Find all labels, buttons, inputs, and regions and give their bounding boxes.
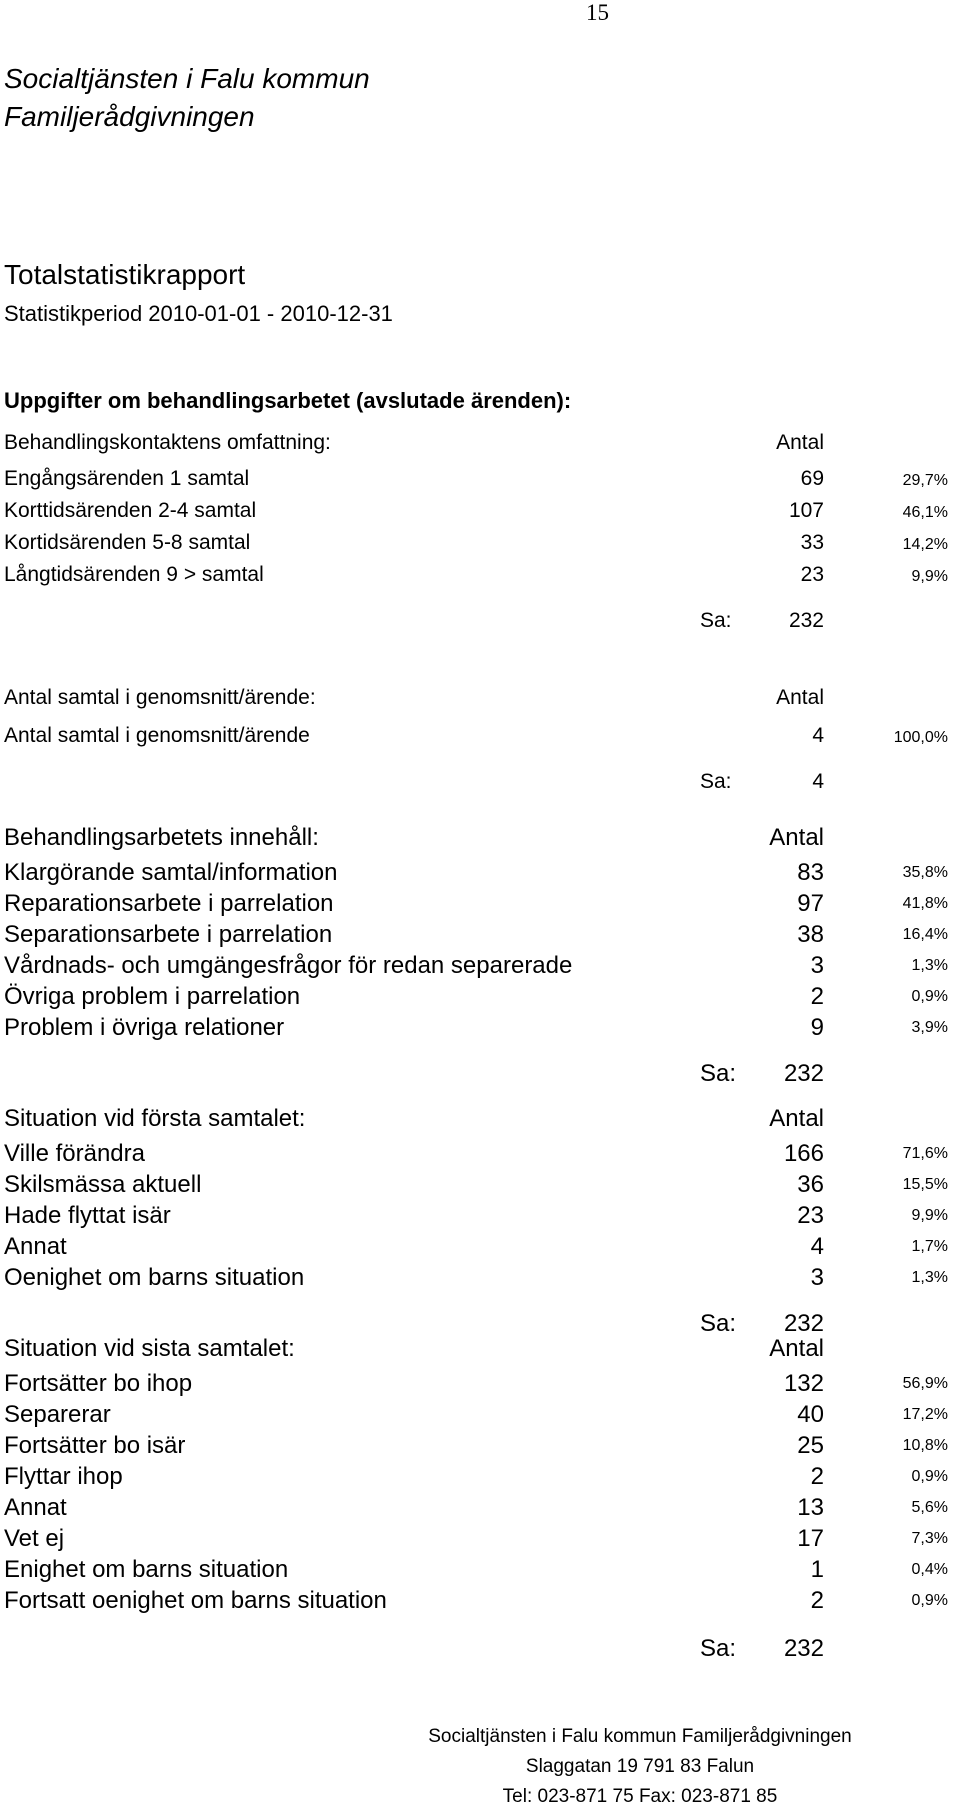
- row-percent: 9,9%: [911, 568, 948, 585]
- row-percent: 9,9%: [911, 1207, 948, 1224]
- table-row: [0, 952, 960, 984]
- sum-label: Sa:: [700, 1060, 737, 1087]
- row-label: Skilsmässa aktuell: [4, 1171, 202, 1198]
- row-count: 2: [810, 1463, 824, 1490]
- row-label: Övriga problem i parrelation: [4, 983, 301, 1010]
- row-count: 33: [800, 531, 824, 554]
- row-label: Annat: [4, 1494, 67, 1521]
- section-heading: Uppgifter om behandlingsarbetet (avslutade ärenden):: [4, 388, 572, 413]
- row-percent: 0,4%: [911, 1561, 948, 1578]
- row-label: Separerar: [4, 1401, 111, 1428]
- row-label: Reparationsarbete i parrelation: [4, 890, 334, 917]
- sum-label: Sa:: [700, 1310, 737, 1337]
- table-row: [0, 499, 960, 531]
- row-count: 13: [797, 1494, 824, 1521]
- section-title: Situation vid första samtalet:: [4, 1105, 306, 1132]
- row-percent: 15,5%: [902, 1176, 948, 1193]
- row-count: 107: [788, 499, 824, 522]
- section-header: [0, 824, 960, 856]
- row-percent: 10,8%: [902, 1437, 948, 1454]
- table-row: [0, 1556, 960, 1588]
- row-percent: 0,9%: [911, 1592, 948, 1609]
- statistics-period: Statistikperiod 2010-01-01 - 2010-12-31: [4, 301, 393, 326]
- row-percent: 41,8%: [902, 895, 948, 912]
- row-count: 166: [783, 1140, 824, 1167]
- table-row: [0, 1014, 960, 1046]
- row-percent: 46,1%: [902, 504, 948, 521]
- row-label: Ville förändra: [4, 1140, 145, 1167]
- sum-row: [0, 1060, 960, 1092]
- sum-value: 4: [812, 770, 824, 793]
- row-label: Vårdnads- och umgängesfrågor för redan separerade: [4, 952, 573, 979]
- row-count: 25: [797, 1432, 824, 1459]
- sum-value: 232: [788, 609, 824, 632]
- row-count: 2: [810, 983, 824, 1010]
- row-count: 4: [812, 724, 824, 747]
- section-header: [0, 1335, 960, 1367]
- row-count: 97: [797, 890, 824, 917]
- table-row: [0, 1140, 960, 1172]
- table-row: [0, 1525, 960, 1557]
- table-row: [0, 1494, 960, 1526]
- row-count: 38: [797, 921, 824, 948]
- table-row: [0, 1171, 960, 1203]
- table-row: [0, 563, 960, 595]
- row-count: 69: [800, 467, 824, 490]
- row-percent: 5,6%: [911, 1499, 948, 1516]
- table-row: [0, 1233, 960, 1265]
- row-label: Vet ej: [4, 1525, 65, 1552]
- sum-label: Sa:: [700, 609, 732, 632]
- row-label: Fortsätter bo isär: [4, 1432, 186, 1459]
- table-row: [0, 1432, 960, 1464]
- table-row: [0, 983, 960, 1015]
- row-label: Engångsärenden 1 samtal: [4, 467, 250, 490]
- row-label: Fortsatt oenighet om barns situation: [4, 1587, 387, 1614]
- row-label: Fortsätter bo ihop: [4, 1370, 193, 1397]
- row-percent: 1,7%: [911, 1238, 948, 1255]
- row-percent: 29,7%: [902, 472, 948, 489]
- row-label: Problem i övriga relationer: [4, 1014, 285, 1041]
- table-row: [0, 1401, 960, 1433]
- footer-phone-fax: Tel: 023-871 75 Fax: 023-871 85: [502, 1786, 778, 1807]
- row-percent: 1,3%: [911, 957, 948, 974]
- row-percent: 0,9%: [911, 988, 948, 1005]
- row-count: 40: [797, 1401, 824, 1428]
- row-count: 17: [797, 1525, 824, 1552]
- table-row: [0, 531, 960, 563]
- row-count: 4: [810, 1233, 824, 1260]
- table-row: [0, 1264, 960, 1296]
- row-count: 3: [810, 952, 824, 979]
- row-percent: 16,4%: [902, 926, 948, 943]
- row-percent: 3,9%: [911, 1019, 948, 1036]
- row-percent: 14,2%: [902, 536, 948, 553]
- sum-label: Sa:: [700, 1635, 737, 1662]
- row-label: Hade flyttat isär: [4, 1202, 171, 1229]
- footer-address: Slaggatan 19 791 83 Falun: [525, 1756, 755, 1777]
- table-row: [0, 1370, 960, 1402]
- column-header: Antal: [769, 824, 824, 851]
- row-label: Långtidsärenden 9 > samtal: [4, 563, 264, 586]
- report-title: Totalstatistikrapport: [4, 259, 246, 290]
- row-count: 2: [810, 1587, 824, 1614]
- row-count: 83: [797, 859, 824, 886]
- row-label: Separationsarbete i parrelation: [4, 921, 333, 948]
- sum-row: [0, 609, 960, 641]
- row-label: Oenighet om barns situation: [4, 1264, 305, 1291]
- row-label: Flyttar ihop: [4, 1463, 123, 1490]
- column-header: Antal: [769, 1105, 824, 1132]
- section-header: [0, 431, 960, 463]
- row-label: Antal samtal i genomsnitt/ärende: [4, 724, 310, 747]
- row-percent: 100,0%: [893, 729, 948, 746]
- row-percent: 71,6%: [902, 1145, 948, 1162]
- column-header: Antal: [776, 686, 824, 709]
- section-title: Situation vid sista samtalet:: [4, 1335, 295, 1362]
- sum-row: [0, 1635, 960, 1667]
- sum-value: 232: [783, 1060, 824, 1087]
- table-row: [0, 859, 960, 891]
- organization-name: Socialtjänsten i Falu kommun: [4, 63, 370, 94]
- row-percent: 35,8%: [902, 864, 948, 881]
- sum-label: Sa:: [700, 770, 732, 793]
- table-row: [0, 724, 960, 756]
- organization-unit: Familjerådgivningen: [4, 101, 255, 132]
- row-percent: 56,9%: [902, 1375, 948, 1392]
- row-percent: 1,3%: [911, 1269, 948, 1286]
- footer-organization: Socialtjänsten i Falu kommun Familjerådgivningen: [428, 1726, 852, 1747]
- row-label: Korttidsärenden 2-4 samtal: [4, 499, 257, 522]
- row-label: Enighet om barns situation: [4, 1556, 289, 1583]
- table-row: [0, 467, 960, 499]
- sum-row: [0, 770, 960, 802]
- row-count: 36: [797, 1171, 824, 1198]
- column-header: Antal: [776, 431, 824, 454]
- table-row: [0, 1202, 960, 1234]
- row-count: 23: [800, 563, 824, 586]
- row-count: 3: [810, 1264, 824, 1291]
- row-count: 23: [797, 1202, 824, 1229]
- section-title: Behandlingskontaktens omfattning:: [4, 431, 331, 454]
- row-label: Annat: [4, 1233, 67, 1260]
- page-number: 15: [586, 0, 609, 25]
- table-row: [0, 921, 960, 953]
- section-title: Antal samtal i genomsnitt/ärende:: [4, 686, 316, 709]
- section-title: Behandlingsarbetets innehåll:: [4, 824, 319, 851]
- row-count: 1: [810, 1556, 824, 1583]
- row-percent: 0,9%: [911, 1468, 948, 1485]
- row-count: 132: [783, 1370, 824, 1397]
- column-header: Antal: [769, 1335, 824, 1362]
- row-count: 9: [810, 1014, 824, 1041]
- table-row: [0, 1587, 960, 1619]
- row-label: Klargörande samtal/information: [4, 859, 338, 886]
- sum-value: 232: [783, 1310, 824, 1337]
- row-percent: 7,3%: [911, 1530, 948, 1547]
- table-row: [0, 890, 960, 922]
- sum-value: 232: [783, 1635, 824, 1662]
- section-header: [0, 686, 960, 718]
- row-label: Kortidsärenden 5-8 samtal: [4, 531, 251, 554]
- table-row: [0, 1463, 960, 1495]
- section-header: [0, 1105, 960, 1137]
- row-percent: 17,2%: [902, 1406, 948, 1423]
